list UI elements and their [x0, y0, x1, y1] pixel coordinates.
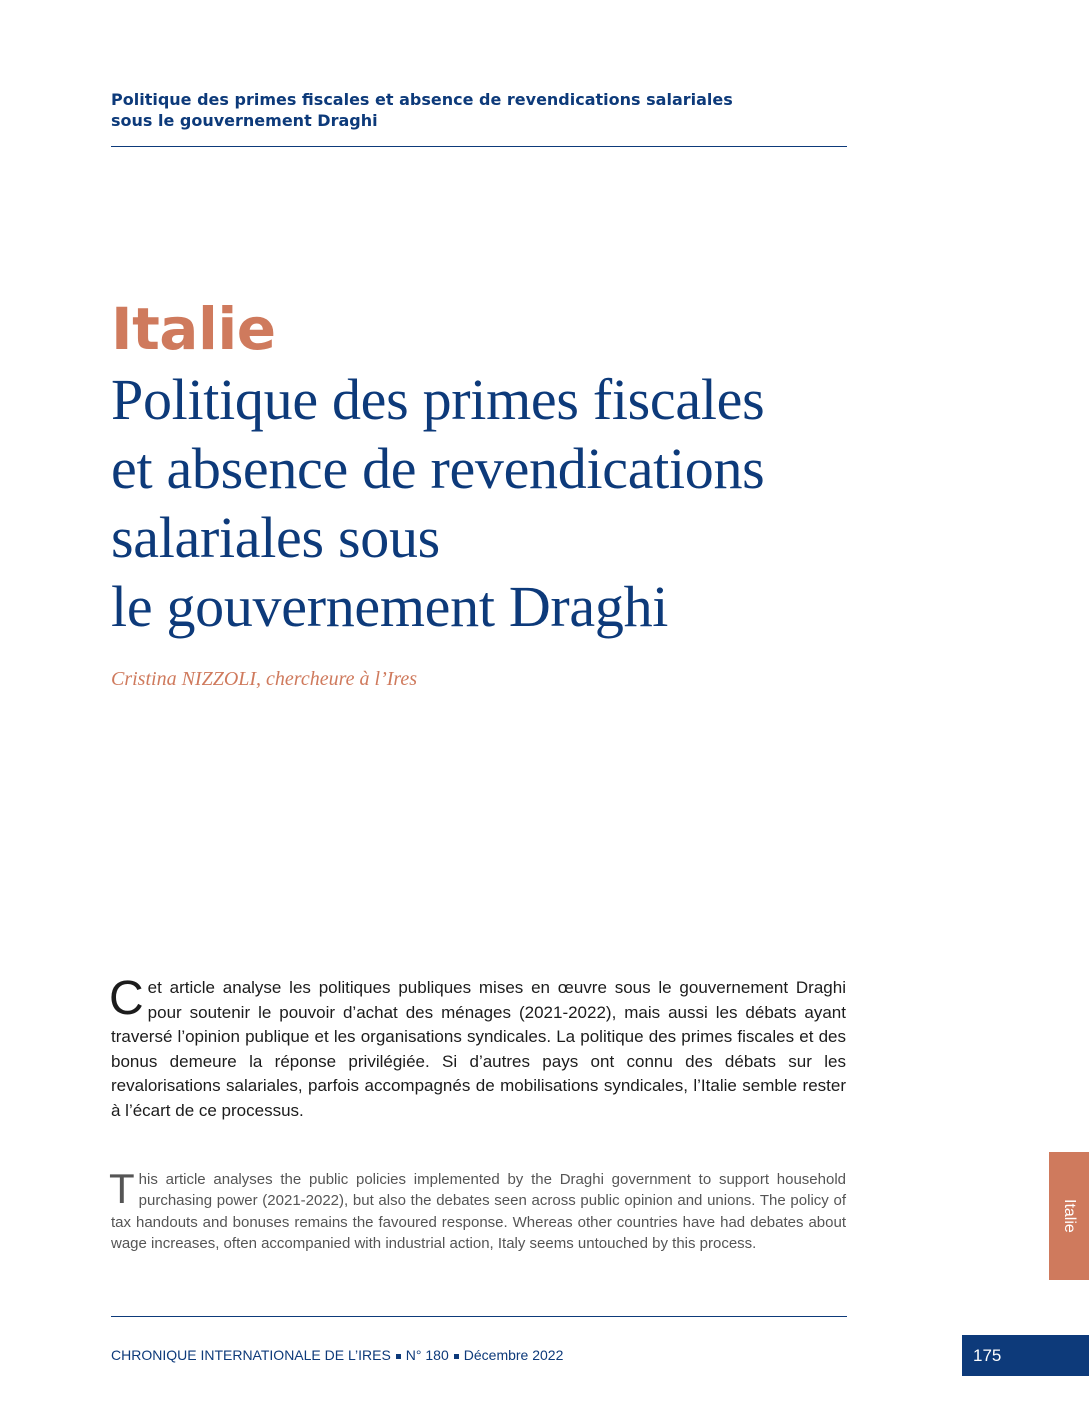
title-line: Politique des primes fiscales — [111, 367, 765, 432]
running-head-line-1: Politique des primes fiscales et absence de revendications salariales — [111, 90, 733, 109]
drop-cap: C — [109, 972, 144, 1025]
title-line: salariales sous — [111, 505, 440, 570]
issue-number: N° 180 — [405, 1347, 449, 1363]
footer — [111, 1345, 563, 1365]
abstract-english — [109, 1165, 846, 1255]
article-title — [111, 365, 871, 641]
issue-date: Décembre 2022 — [463, 1347, 564, 1363]
author-byline: Cristina NIZZOLI, chercheure à l’Ires — [111, 668, 418, 690]
drop-cap: T — [109, 1165, 135, 1212]
page-number-box — [962, 1335, 1089, 1376]
abstract-english-text: his article analyses the public policies implemented by the Draghi government to support household purchasing power (2021-2022), but also the debates seen across public opinion and unions. The policy of tax handouts and bonuses remains the favoured response. Whereas other countries have had debates about wage increases, often accompanied with industrial action, Italy seems untouched by this process. — [111, 1171, 846, 1253]
abstract-french-text: et article analyse les politiques publiques mises en œuvre sous le gouvernement Draghi pour soutenir le pouvoir d’achat des ménages (2021-2022), mais aussi les débats ayant traversé l’opinion publique et les organisations syndicales. La politique des primes fiscales et des bonus demeure la réponse privilégiée. Si d’autres pays ont connu des débats sur les revalorisations salariales, parfois accompagnés de mobilisations syndicales, l’Italie semble rester à l’écart de ce processus. — [111, 978, 846, 1120]
country-kicker: Italie — [111, 295, 276, 363]
running-head — [111, 89, 846, 131]
header-divider — [111, 146, 847, 147]
side-tab-label: Italie — [1061, 1199, 1078, 1233]
section-side-tab — [1049, 1152, 1089, 1280]
bullet-separator — [396, 1354, 401, 1359]
journal-name: CHRONIQUE INTERNATIONALE DE L’IRES — [111, 1347, 391, 1363]
page-number: 175 — [973, 1346, 1002, 1365]
title-line: et absence de revendications — [111, 436, 765, 501]
running-head-line-2: sous le gouvernement Draghi — [111, 111, 378, 130]
title-line: le gouvernement Draghi — [111, 574, 669, 639]
footer-divider — [111, 1316, 847, 1317]
abstract-french — [109, 972, 846, 1124]
bullet-separator — [454, 1354, 459, 1359]
